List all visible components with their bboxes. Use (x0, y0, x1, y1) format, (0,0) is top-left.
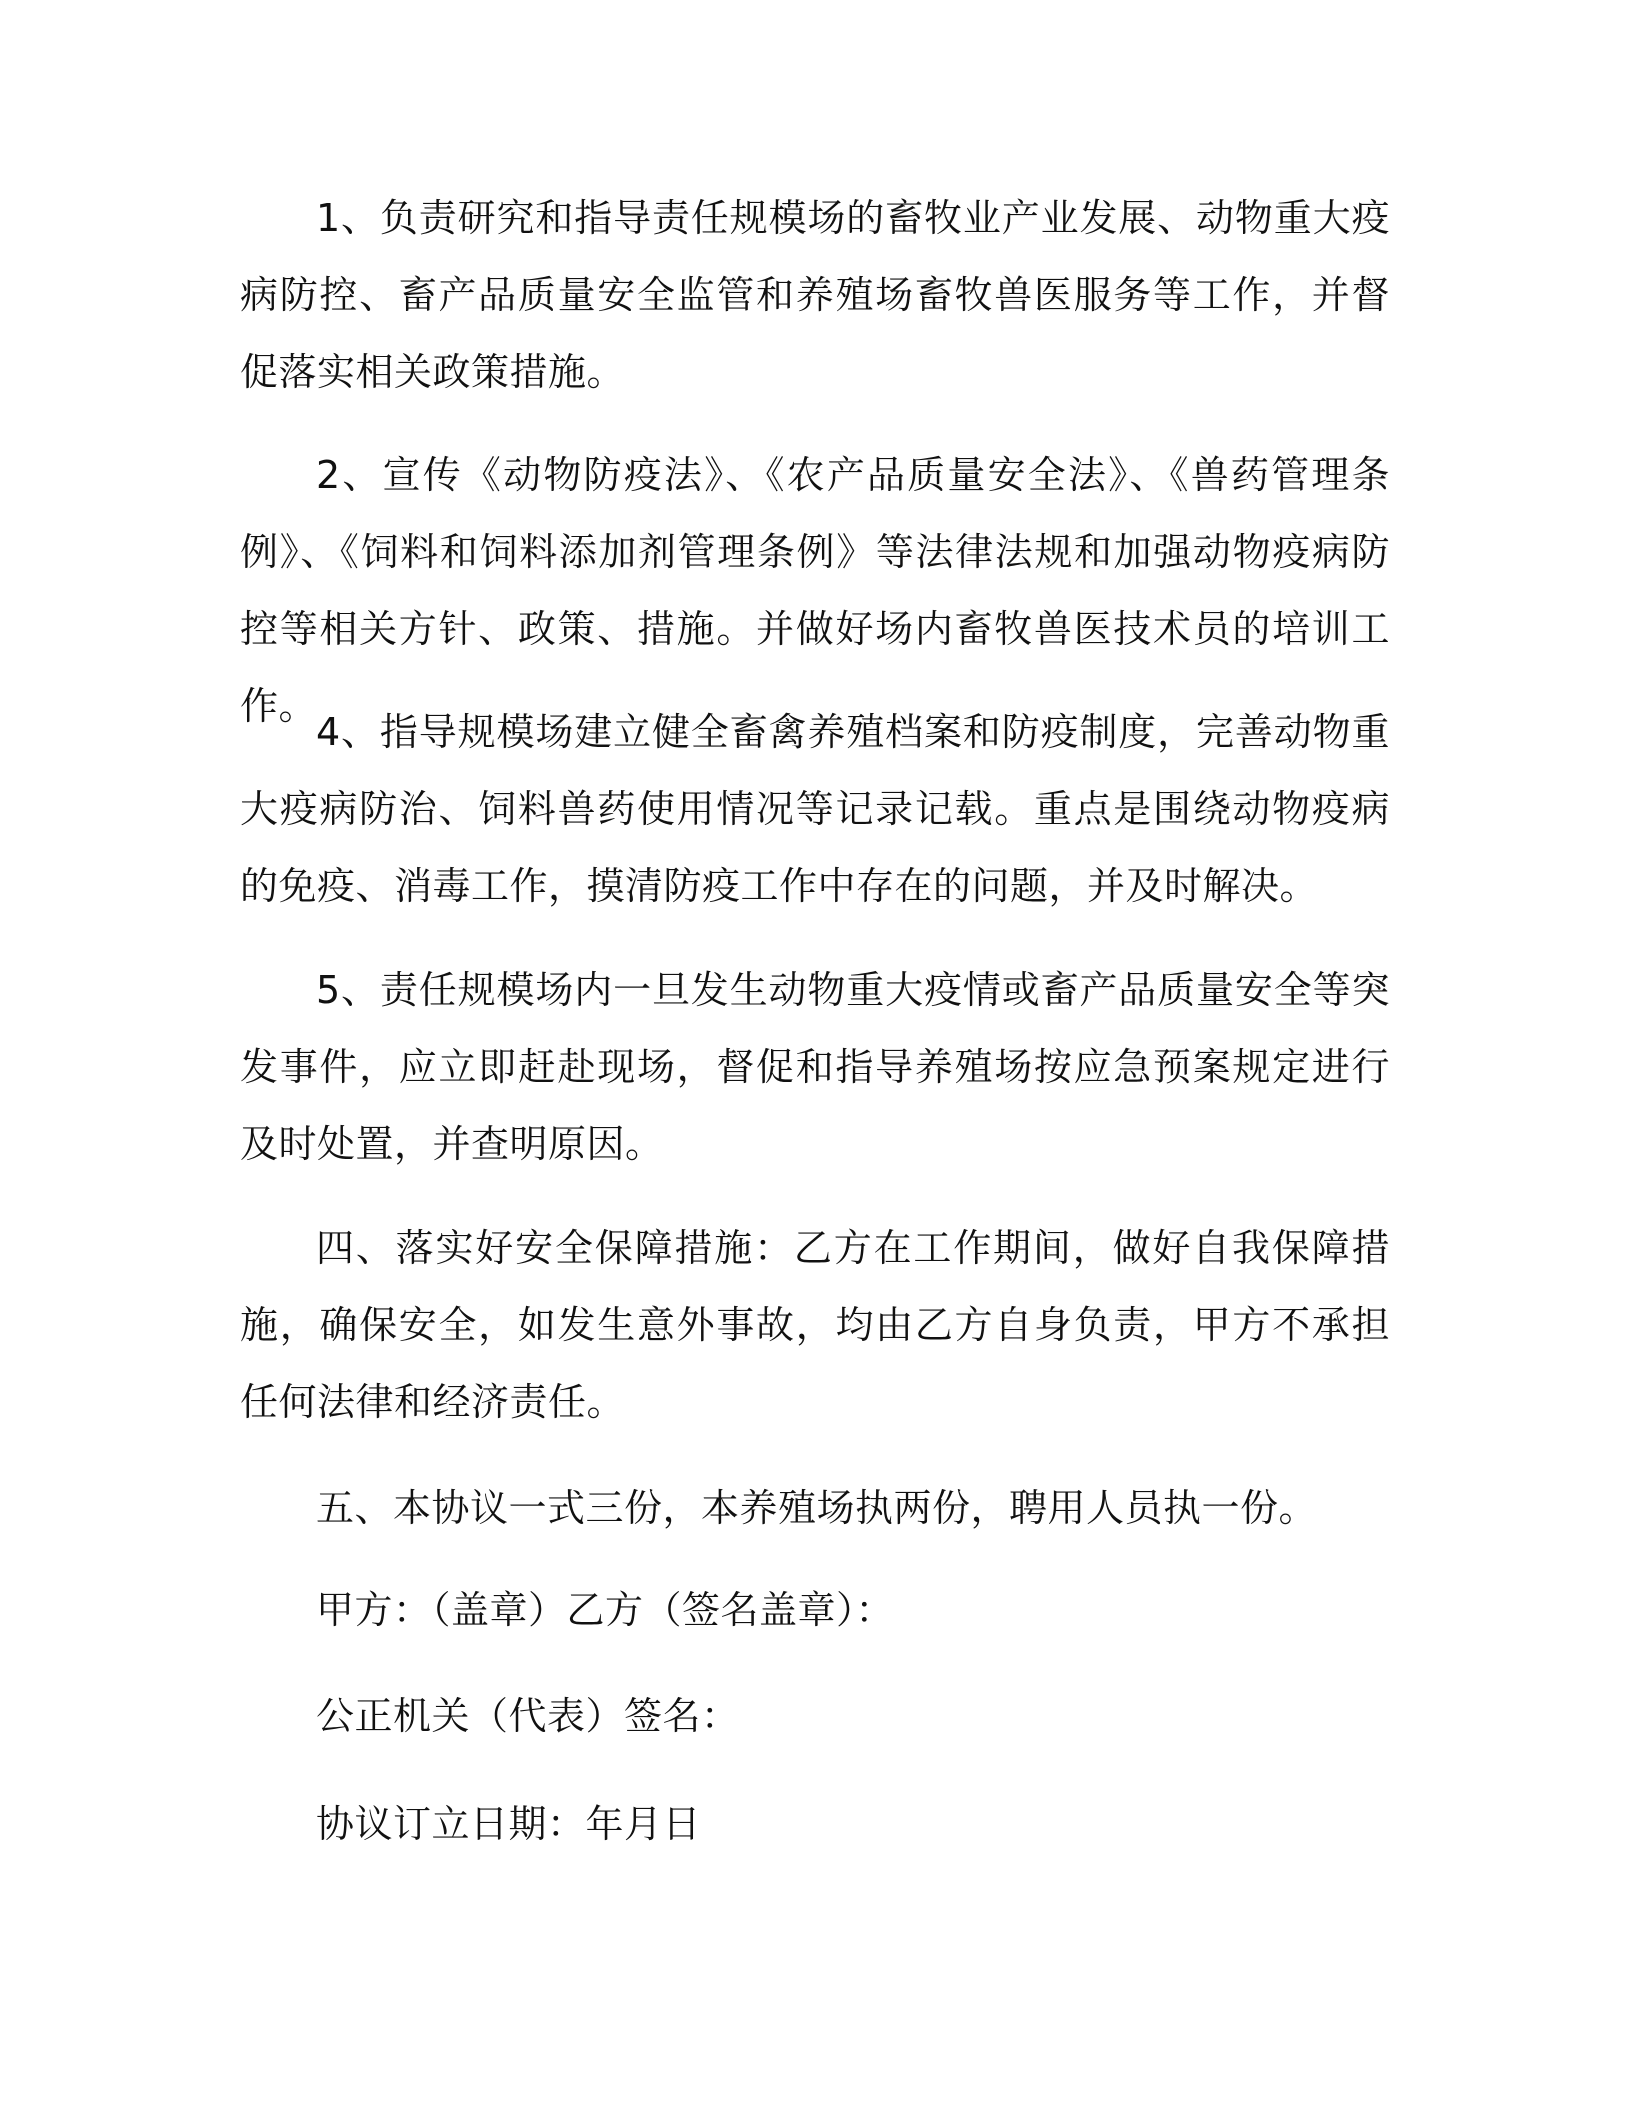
paragraph-safety-measures: 四、落实好安全保障措施：乙方在工作期间，做好自我保障措施，确保安全，如发生意外事故，均由乙方自身负责，甲方不承担任何法律和经济责任。 (240, 1226, 1390, 1424)
copies-clause: 五、本协议一式三份，本养殖场执两份，聘用人员执一份。 (316, 1486, 1318, 1530)
paragraph-duty-4: 4、指导规模场建立健全畜禽养殖档案和防疫制度，完善动物重大疫病防治、饲料兽药使用情况等记录记载。重点是围绕动物疫病的免疫、消毒工作，摸清防疫工作中存在的问题，并及时解决。 (240, 710, 1390, 908)
signature-parties-line: 甲方：（盖章）乙方（签名盖章）： (316, 1588, 895, 1632)
notary-signature-line: 公正机关（代表）签名： (316, 1694, 740, 1738)
paragraph-duty-1: 1、负责研究和指导责任规模场的畜牧业产业发展、动物重大疫病防控、畜产品质量安全监管和养殖场畜牧兽医服务等工作，并督促落实相关政策措施。 (240, 196, 1390, 394)
agreement-date-line: 协议订立日期：年月日 (316, 1802, 702, 1846)
paragraph-duty-5: 5、责任规模场内一旦发生动物重大疫情或畜产品质量安全等突发事件，应立即赶赴现场，督促和指导养殖场按应急预案规定进行及时处置，并查明原因。 (240, 968, 1390, 1166)
paragraph-duty-2: 2、宣传《动物防疫法》、《农产品质量安全法》、《兽药管理条例》、《饲料和饲料添加剂管理条例》等法律法规和加强动物疫病防控等相关方针、政策、措施。并做好场内畜牧兽医技术员的培训工作。 (240, 453, 1390, 728)
